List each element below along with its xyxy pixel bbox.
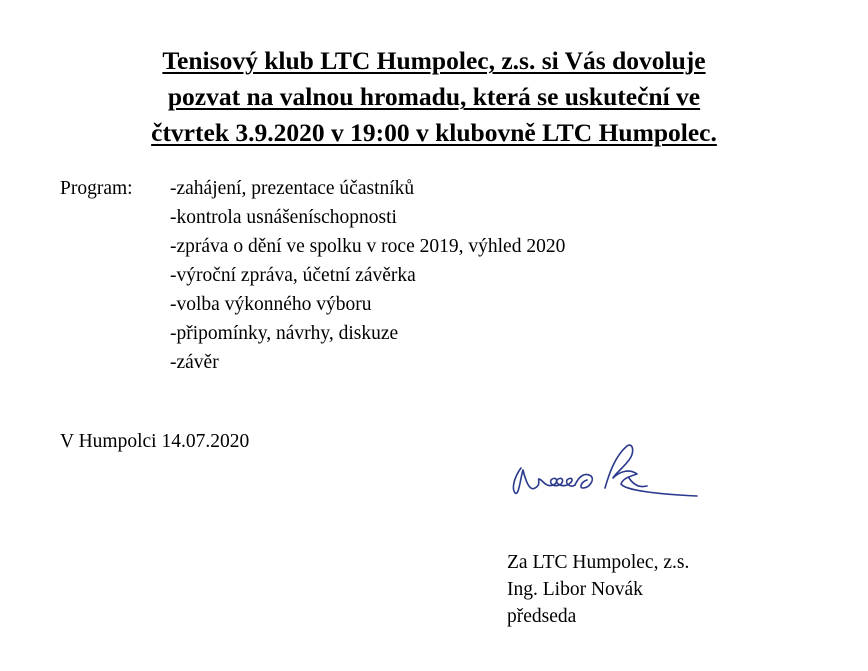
signoff-block — [507, 549, 689, 630]
program-item: -výroční zpráva, účetní závěrka — [170, 265, 416, 286]
signature-strokes — [513, 445, 697, 496]
signoff-org: Za LTC Humpolec, z.s. — [507, 552, 690, 573]
program-item: -kontrola usnášeníschopnosti — [170, 207, 397, 228]
signoff-name: Ing. Libor Novák — [507, 579, 643, 600]
program-item: -zahájení, prezentace účastníků — [170, 178, 415, 199]
program-label: Program: — [60, 178, 133, 199]
place-date: V Humpolci 14.07.2020 — [60, 431, 250, 452]
program-list — [170, 174, 565, 377]
title-line-2: pozvat na valnou hromadu, která se uskuteční ve — [167, 82, 701, 111]
program-item: -volba výkonného výboru — [170, 294, 372, 315]
title-line-3: čtvrtek 3.9.2020 v 19:00 v klubovně LTC Humpolec. — [151, 118, 717, 147]
program-item: -zpráva o dění ve spolku v roce 2019, výhled 2020 — [170, 236, 566, 257]
program-item: -závěr — [170, 352, 219, 373]
invitation-title — [40, 43, 828, 151]
signoff-role: předseda — [507, 606, 577, 627]
handwritten-signature-icon — [505, 438, 705, 508]
program-item: -připomínky, návrhy, diskuze — [170, 323, 399, 344]
title-line-1: Tenisový klub LTC Humpolec, z.s. si Vás dovoluje — [162, 46, 706, 75]
